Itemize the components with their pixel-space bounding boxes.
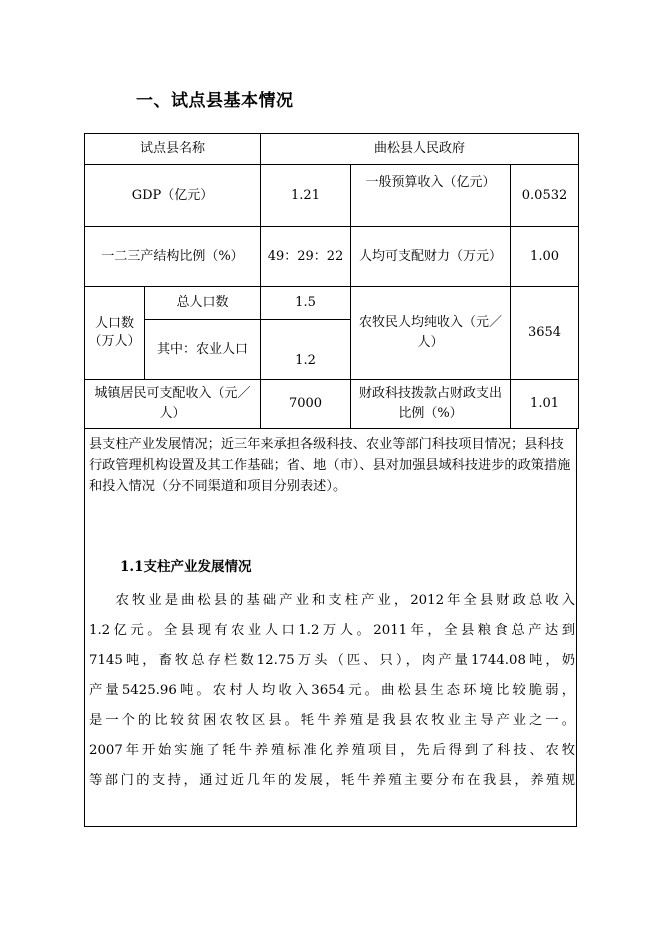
structure-label: 一二三产结构比例（%） <box>85 227 261 287</box>
body-line: 产量5425.96吨。农村人均收入3654元。曲松县生态环境比较脆弱， <box>89 683 575 698</box>
subsection-title: 1.1支柱产业发展情况 <box>120 559 252 575</box>
gdp-label: GDP（亿元） <box>85 165 261 227</box>
total-population-value: 1.5 <box>261 287 351 320</box>
agri-population-label: 其中：农业人口 <box>145 320 261 380</box>
structure-value: 49：29：22 <box>261 227 351 287</box>
budget-label: 一般预算收入（亿元） <box>351 165 511 227</box>
urban-income-label: 城镇居民可支配收入（元／人） <box>85 380 261 429</box>
gdp-value: 1.21 <box>261 165 351 227</box>
population-label: 人口数（万人） <box>85 287 145 380</box>
body-line: 等部门的支持，通过近几年的发展，牦牛养殖主要分布在我县，养殖规 <box>89 773 575 788</box>
county-name-label: 试点县名称 <box>85 134 261 165</box>
section-prompt: 县支柱产业发展情况；近三年来承担各级科技、农业等部门科技项目情况；县科技行政管理机构设置及其工作基础；省、地（市）、县对加强县域科技进步的政策措施和投入情况（分不同渠道和项目分别表述）。 <box>89 437 571 494</box>
body-paragraph <box>89 586 575 796</box>
disposable-value: 1.00 <box>511 227 579 287</box>
urban-income-value: 7000 <box>261 380 351 429</box>
body-line: 2007年开始实施了牦牛养殖标准化养殖项目，先后得到了科技、农牧 <box>89 743 575 758</box>
budget-value: 0.0532 <box>511 165 579 227</box>
farmer-income-label: 农牧民人均纯收入（元／人） <box>351 287 511 380</box>
description-box <box>84 428 577 827</box>
county-name-value: 曲松县人民政府 <box>261 134 579 165</box>
body-line: 农牧业是曲松县的基础产业和支柱产业，2012年全县财政总收入 <box>115 593 575 608</box>
body-line: 7145吨，畜牧总存栏数12.75万头（匹、只），肉产量1744.08吨，奶 <box>89 653 575 668</box>
body-line: 1.2亿元。全县现有农业人口1.2万人。2011年，全县粮食总产达到 <box>89 623 575 638</box>
farmer-income-value: 3654 <box>511 287 579 380</box>
sci-fund-value: 1.01 <box>511 380 579 429</box>
sci-fund-label: 财政科技拨款占财政支出比例（%） <box>351 380 511 429</box>
agri-population-value: 1.2 <box>261 320 351 380</box>
basic-info-table <box>84 133 579 429</box>
disposable-label: 人均可支配财力（万元） <box>351 227 511 287</box>
body-line: 是一个的比较贫困农牧区县。牦牛养殖是我县农牧业主导产业之一。 <box>89 713 575 728</box>
section-heading: 一、试点县基本情况 <box>136 91 294 111</box>
total-population-label: 总人口数 <box>145 287 261 320</box>
